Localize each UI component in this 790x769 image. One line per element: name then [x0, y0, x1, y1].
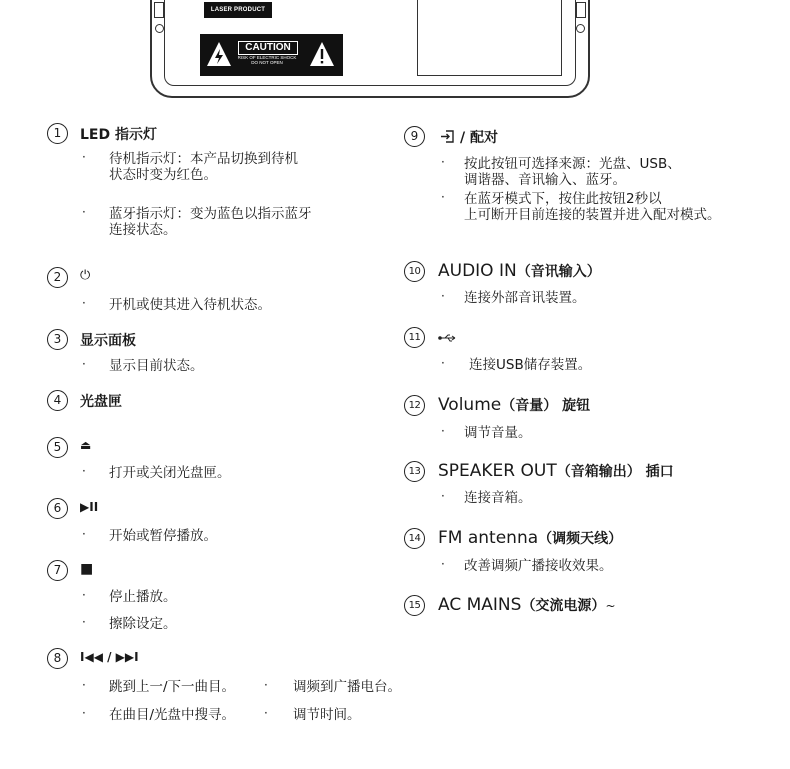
item-title-display: 显示面板 [80, 333, 136, 349]
bullet-text: 在蓝牙模式下，按住此按钮2秒以 上可断开目前连接的装置并进入配对模式。 [464, 191, 721, 223]
caution-subtext: RISK OF ELECTRIC SHOCK DO NOT OPEN [237, 55, 297, 65]
bullet-dot: · [441, 289, 445, 303]
bullet-dot: · [82, 357, 86, 371]
bullet-text: 调节时间。 [293, 707, 361, 723]
item-number-11: 11 [404, 327, 425, 348]
item-number-1: 1 [47, 123, 68, 144]
bullet-text: 蓝牙指示灯：变为蓝色以指示蓝牙 连接状态。 [109, 206, 312, 238]
bullet-dot: · [82, 527, 86, 541]
bullet-text: 改善调频广播接收效果。 [464, 558, 613, 574]
bullet-dot: · [82, 296, 86, 310]
lightning-warning-icon [206, 41, 232, 67]
item-title-disc-tray: 光盘匣 [80, 394, 122, 410]
prev-next-icon: I◀◀ / ▶▶I [80, 650, 139, 664]
bullet-dot: · [264, 678, 268, 692]
bullet-dot: · [82, 205, 86, 219]
item-number-4: 4 [47, 390, 68, 411]
bullet-dot: · [441, 190, 445, 204]
right-slot [576, 2, 586, 18]
bullet-dot: · [441, 557, 445, 571]
bullet-dot: · [82, 464, 86, 478]
bullet-text: 打开或关闭光盘匣。 [109, 465, 231, 481]
bullet-text: 调节音量。 [464, 425, 532, 441]
bullet-dot: · [82, 150, 86, 164]
power-icon: ⏻ [80, 268, 91, 283]
bullet-text: 开机或使其进入待机状态。 [109, 297, 271, 313]
right-screw [576, 24, 585, 33]
item-number-12: 12 [404, 395, 425, 416]
bullet-text: 连接外部音讯装置。 [464, 290, 586, 306]
bullet-text: 擦除设定。 [109, 616, 177, 632]
item-title-led: LED 指示灯 [80, 127, 157, 143]
bullet-dot: · [441, 356, 445, 370]
exclamation-warning-icon [309, 41, 335, 67]
bullet-text: 开始或暂停播放。 [109, 528, 217, 544]
left-slot [154, 2, 164, 18]
caution-title: CAUTION [238, 41, 298, 55]
item-number-2: 2 [47, 267, 68, 288]
item-number-5: 5 [47, 437, 68, 458]
eject-icon: ⏏ [80, 438, 92, 452]
bullet-dot: · [82, 615, 86, 629]
bullet-text: 待机指示灯：本产品切换到待机 状态时变为红色。 [109, 151, 298, 183]
bullet-dot: · [441, 155, 445, 169]
bullet-text: 按此按钮可选择来源：光盘、USB、 调谐器、音讯输入、蓝牙。 [464, 156, 681, 188]
item-title-pairing: / 配对 [460, 130, 498, 146]
item-title-fm-antenna: FM antenna（调频天线） [438, 528, 623, 548]
item-number-3: 3 [47, 329, 68, 350]
item-number-8: 8 [47, 648, 68, 669]
item-number-15: 15 [404, 595, 425, 616]
bullet-dot: · [264, 706, 268, 720]
bullet-text: 跳到上一/下一曲目。 [109, 679, 236, 695]
bullet-dot: · [441, 424, 445, 438]
play-pause-icon: ▶II [80, 500, 99, 514]
bullet-dot: · [441, 489, 445, 503]
item-number-13: 13 [404, 461, 425, 482]
item-title-volume: Volume（音量） 旋钮 [438, 395, 591, 415]
item-title-ac-mains: AC MAINS（交流电源）~ [438, 595, 616, 615]
source-icon [440, 129, 455, 144]
item-title-audio-in: AUDIO IN（音讯输入） [438, 261, 601, 281]
caution-label [200, 34, 343, 76]
left-screw [155, 24, 164, 33]
bullet-text: 连接音箱。 [464, 490, 532, 506]
bullet-text: 调频到广播电台。 [293, 679, 401, 695]
usb-icon [438, 333, 458, 343]
device-display-window [417, 0, 562, 76]
stop-icon: ■ [80, 561, 94, 577]
item-number-6: 6 [47, 498, 68, 519]
item-number-14: 14 [404, 528, 425, 549]
bullet-text: 连接USB储存装置。 [469, 357, 592, 373]
bullet-dot: · [82, 588, 86, 602]
item-title-speaker-out: SPEAKER OUT（音箱输出） 插口 [438, 461, 674, 481]
item-number-9: 9 [404, 126, 425, 147]
laser-product-label: LASER PRODUCT [204, 2, 272, 18]
item-number-7: 7 [47, 560, 68, 581]
bullet-text: 显示目前状态。 [109, 358, 204, 374]
bullet-text: 停止播放。 [109, 589, 177, 605]
device-illustration [150, 0, 590, 98]
bullet-dot: · [82, 678, 86, 692]
bullet-text: 在曲目/光盘中搜寻。 [109, 707, 236, 723]
item-number-10: 10 [404, 261, 425, 282]
bullet-dot: · [82, 706, 86, 720]
